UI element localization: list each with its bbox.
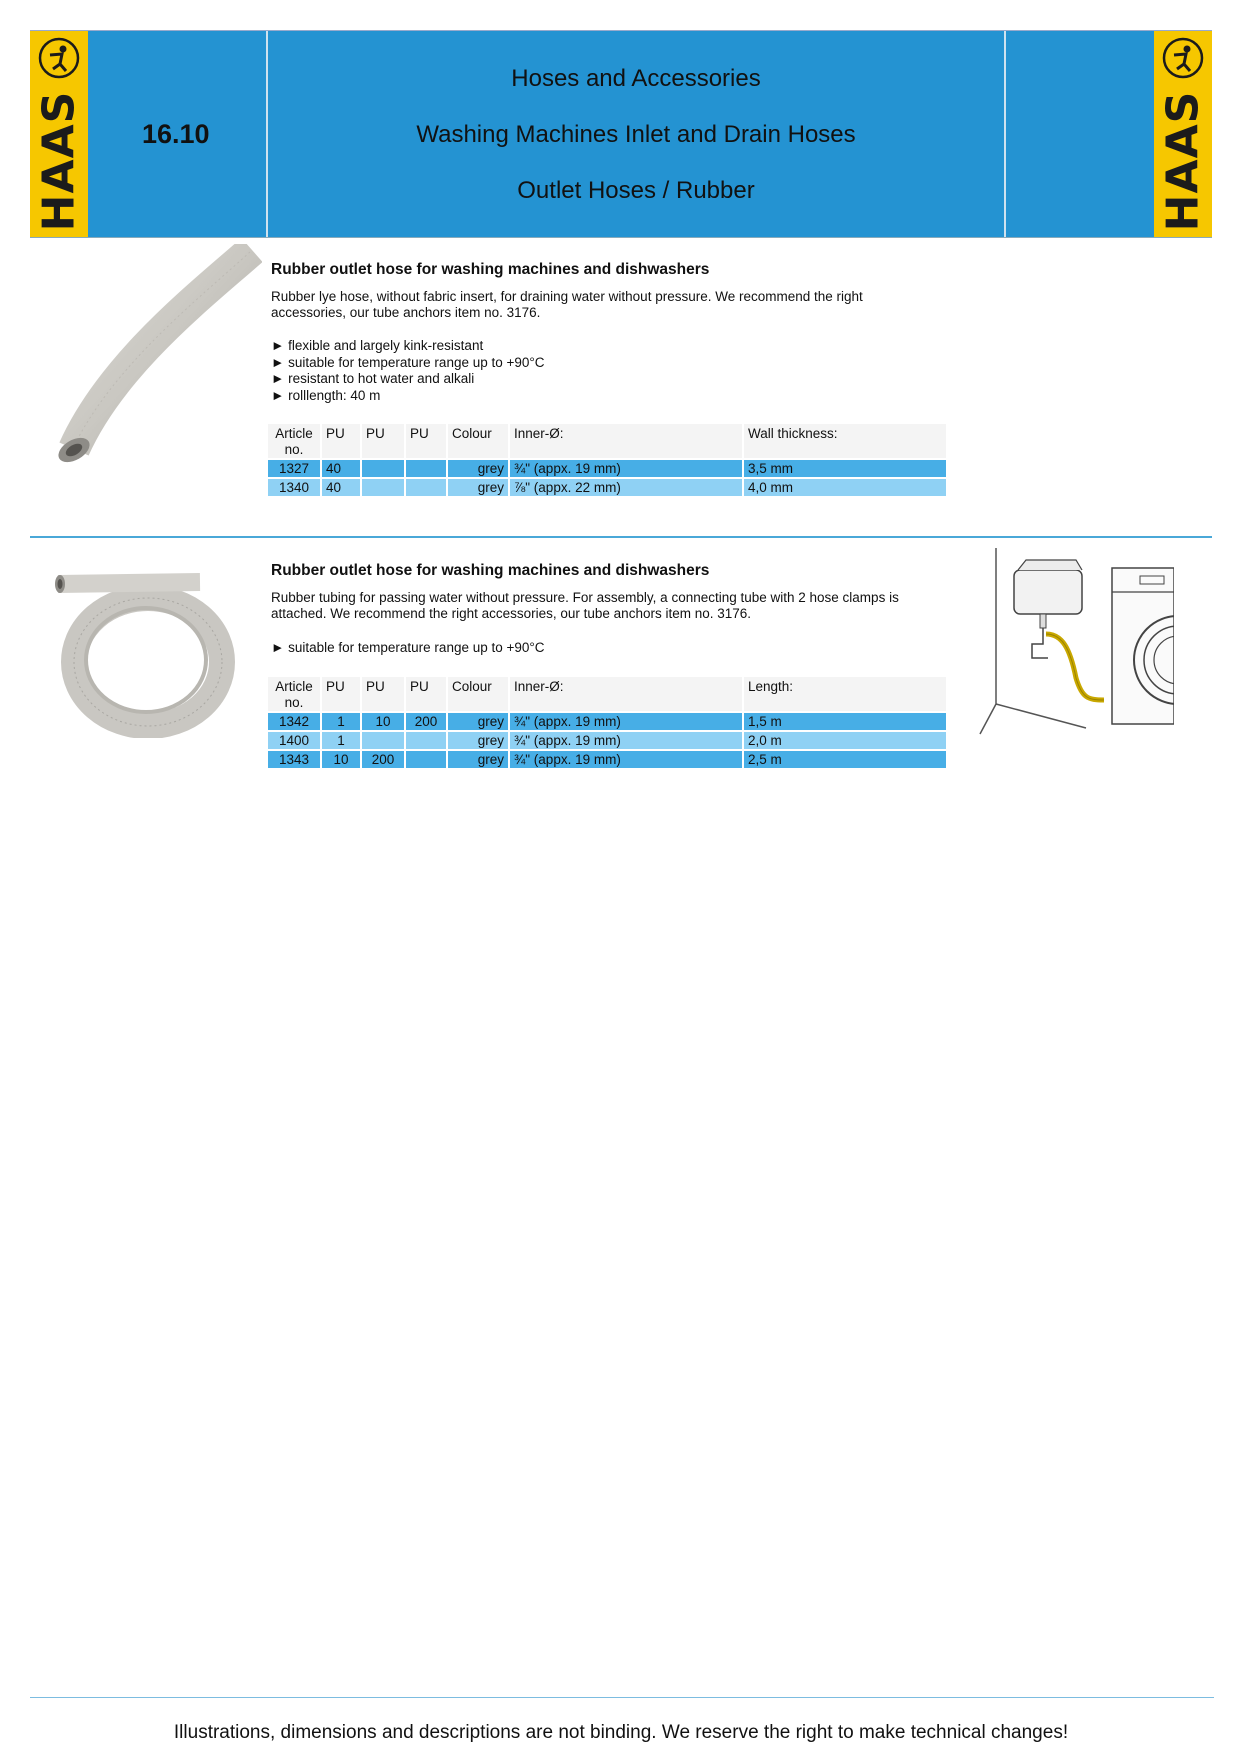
col-inner-diameter: Inner-Ø: — [510, 424, 742, 458]
logo-text: HAAS — [33, 90, 85, 232]
page-header — [30, 30, 1212, 238]
cell: grey — [448, 713, 508, 730]
logo-text: HAAS — [1157, 90, 1209, 232]
cell: 1,5 m — [744, 713, 946, 730]
cell: 2,5 m — [744, 751, 946, 768]
feature-item: ► rolllength: 40 m — [271, 387, 381, 403]
cell: grey — [448, 732, 508, 749]
cell: 40 — [322, 460, 360, 477]
product-1-title: Rubber outlet hose for washing machines and dishwashers — [271, 261, 710, 278]
cell: 200 — [406, 713, 446, 730]
cell — [362, 479, 404, 496]
cell: grey — [448, 751, 508, 768]
cell — [362, 460, 404, 477]
cell: 1 — [322, 732, 360, 749]
product-1-features — [271, 338, 545, 404]
cell — [406, 460, 446, 477]
col-pu: PU — [406, 424, 446, 458]
cell: 1343 — [268, 751, 320, 768]
col-pu: PU — [406, 677, 446, 711]
col-pu: PU — [322, 677, 360, 711]
cell: 4,0 mm — [744, 479, 946, 496]
footer-disclaimer: Illustrations, dimensions and descriptions are not binding. We reserve the right to make technical changes! — [173, 1722, 1069, 1743]
product-2-spec-table — [266, 675, 948, 770]
table-row — [268, 713, 946, 730]
cell: 200 — [362, 751, 404, 768]
table-row — [268, 460, 946, 477]
cell: 1342 — [268, 713, 320, 730]
section-divider — [30, 536, 1212, 538]
col-colour: Colour — [448, 677, 508, 711]
haas-figure-icon — [1162, 37, 1204, 79]
product-2-description: Rubber tubing for passing water without pressure. For assembly, a connecting tube with 2 hose clamps is attached. We recommend the right accessories, our tube anchors item no. 3176. — [271, 590, 899, 621]
cell — [362, 732, 404, 749]
col-length: Length: — [744, 677, 946, 711]
col-article: Article no. — [268, 677, 320, 711]
cell — [406, 479, 446, 496]
cell: ⅞" (appx. 22 mm) — [510, 479, 742, 496]
feature-item: ► resistant to hot water and alkali — [271, 371, 475, 386]
cell: grey — [448, 479, 508, 496]
col-inner-diameter: Inner-Ø: — [510, 677, 742, 711]
cell: 40 — [322, 479, 360, 496]
product-2-features — [271, 640, 545, 657]
col-colour: Colour — [448, 424, 508, 458]
header-title-3: Outlet Hoses / Rubber — [517, 177, 755, 204]
product-2-title: Rubber outlet hose for washing machines and dishwashers — [271, 562, 710, 579]
header-title-2: Washing Machines Inlet and Drain Hoses — [416, 121, 856, 148]
coiled-hose-image — [50, 566, 242, 738]
table-row — [268, 732, 946, 749]
feature-item: ► flexible and largely kink-resistant — [271, 338, 484, 353]
cell — [406, 732, 446, 749]
feature-item: ► suitable for temperature range up to +90°C — [271, 640, 545, 655]
col-pu: PU — [322, 424, 360, 458]
col-pu: PU — [362, 677, 404, 711]
table-header-row — [268, 424, 946, 458]
table-row — [268, 479, 946, 496]
haas-figure-icon — [38, 37, 80, 79]
feature-item: ► suitable for temperature range up to +90°C — [271, 354, 545, 370]
cell: 2,0 m — [744, 732, 946, 749]
cell: 10 — [362, 713, 404, 730]
haas-logo-right — [1154, 31, 1212, 237]
cell: grey — [448, 460, 508, 477]
product-1-spec-table — [266, 422, 948, 498]
cell: ¾" (appx. 19 mm) — [510, 751, 742, 768]
col-wall-thickness: Wall thickness: — [744, 424, 946, 458]
straight-hose-image — [52, 244, 262, 466]
header-title-1: Hoses and Accessories — [511, 65, 761, 92]
cell: 3,5 mm — [744, 460, 946, 477]
cell — [406, 751, 446, 768]
cell: 1400 — [268, 732, 320, 749]
cell: ¾" (appx. 19 mm) — [510, 460, 742, 477]
product-1-description: Rubber lye hose, without fabric insert, for draining water without pressure. We recommend the right accessories, our tube anchors item no. 3176. — [271, 289, 863, 320]
cell: 1 — [322, 713, 360, 730]
col-pu: PU — [362, 424, 404, 458]
cell: 1327 — [268, 460, 320, 477]
col-article: Article no. — [268, 424, 320, 458]
cell: ¾" (appx. 19 mm) — [510, 713, 742, 730]
haas-logo-left — [30, 31, 88, 237]
section-number: 16.10 — [142, 119, 210, 149]
cell: 1340 — [268, 479, 320, 496]
cell: ¾" (appx. 19 mm) — [510, 732, 742, 749]
table-header-row — [268, 677, 946, 711]
cell: 10 — [322, 751, 360, 768]
table-row — [268, 751, 946, 768]
footer-divider — [30, 1697, 1214, 1698]
installation-illustration — [978, 548, 1174, 740]
